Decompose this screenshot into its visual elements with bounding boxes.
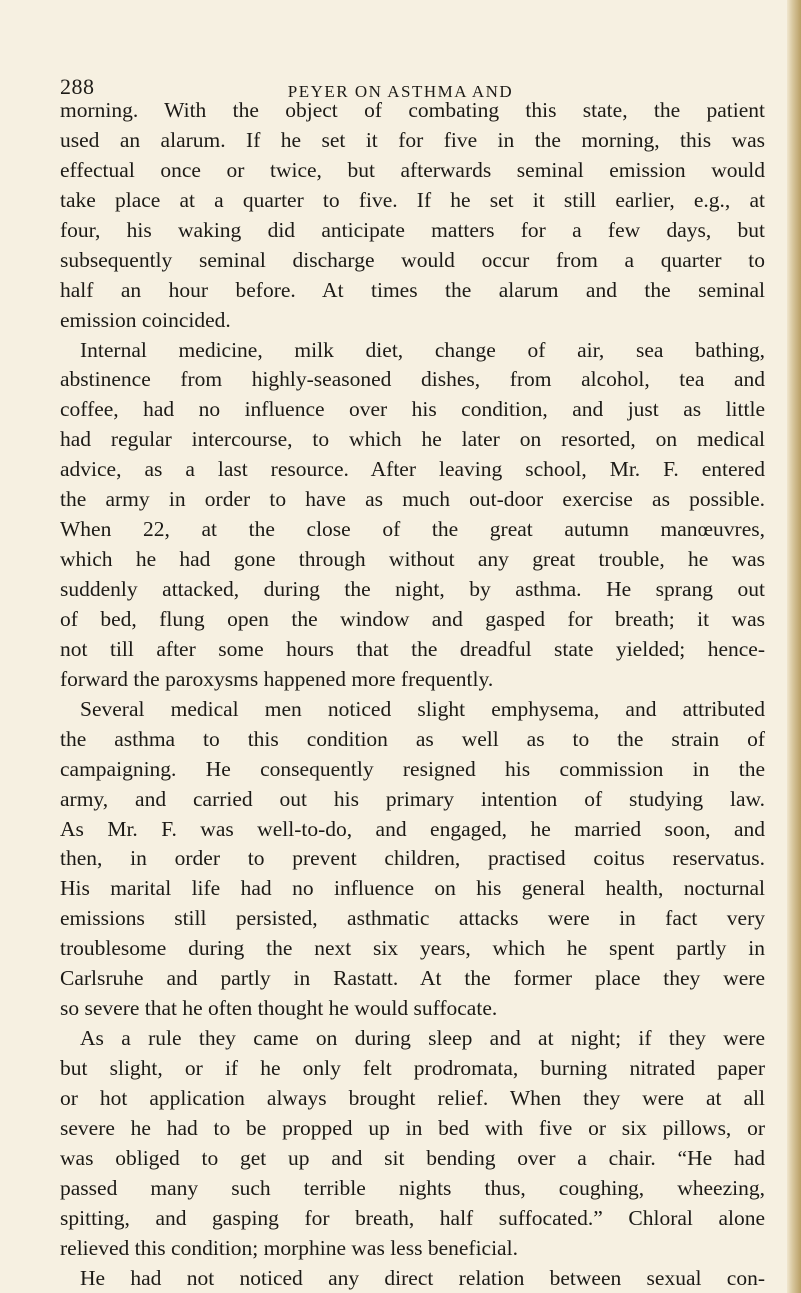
text-line: of bed, flung open the window and gasped for breath; it was: [60, 606, 765, 631]
text-line: forward the paroxysms happened more frequently.: [60, 666, 494, 691]
text-line: As Mr. F. was well-to-do, and engaged, he married soon, and: [60, 816, 765, 841]
running-head: PEYER ON ASTHMA AND: [287, 82, 514, 101]
text-line: severe he had to be propped up in bed with five or six pillows, or: [60, 1115, 765, 1140]
text-line: He had not noticed any direct relation between sexual con-: [80, 1265, 765, 1290]
text-line: His marital life had no influence on his general health, nocturnal: [60, 876, 765, 901]
text-line: abstinence from highly-seasoned dishes, from alcohol, tea and: [60, 367, 765, 392]
text-line: half an hour before. At times the alarum and the seminal: [60, 277, 765, 302]
text-line: or hot application always brought relief. When they were at all: [60, 1085, 765, 1110]
text-line: effectual once or twice, but afterwards seminal emission would: [60, 157, 765, 182]
text-line: When 22, at the close of the great autumn manœuvres,: [60, 517, 765, 542]
text-line: subsequently seminal discharge would occur from a quarter to: [60, 247, 765, 272]
text-line: spitting, and gasping for breath, half suffocated.” Chloral alone: [60, 1205, 765, 1230]
text-line: which he had gone through without any great trouble, he was: [60, 547, 765, 572]
text-line: morning. With the object of combating this state, the patient: [60, 98, 765, 122]
page-number: 288: [60, 74, 95, 99]
text-line: the asthma to this condition as well as to the strain of: [60, 726, 765, 751]
text-line: coffee, had no influence over his condition, and just as little: [60, 397, 765, 422]
text-line: but slight, or if he only felt prodromata, burning nitrated paper: [60, 1056, 765, 1080]
text-line: used an alarum. If he set it for five in the morning, this was: [60, 127, 765, 152]
body-text: [60, 96, 765, 1293]
text-line: As a rule they came on during sleep and at night; if they were: [80, 1026, 765, 1051]
text-line: four, his waking did anticipate matters for a few days, but: [60, 217, 765, 242]
text-line: troublesome during the next six years, which he spent partly in: [60, 936, 765, 961]
text-line: Several medical men noticed slight emphysema, and attributed: [80, 696, 765, 721]
text-line: army, and carried out his primary intention of studying law.: [60, 786, 765, 811]
text-line: suddenly attacked, during the night, by asthma. He sprang out: [60, 577, 765, 601]
text-line: Internal medicine, milk diet, change of air, sea bathing,: [80, 337, 765, 362]
text-line: so severe that he often thought he would suffocate.: [60, 996, 498, 1021]
text-line: was obliged to get up and sit bending over a chair. “He had: [60, 1145, 765, 1170]
page-edge-shadow: [787, 0, 801, 1293]
text-line: not till after some hours that the dreadful state yielded; hence-: [60, 636, 765, 661]
text-line: take place at a quarter to five. If he set it still earlier, e.g., at: [60, 187, 765, 212]
text-line: relieved this condition; morphine was less beneficial.: [60, 1235, 518, 1260]
text-line: then, in order to prevent children, practised coitus reservatus.: [60, 846, 765, 871]
text-line: Carlsruhe and partly in Rastatt. At the former place they were: [60, 966, 765, 991]
text-line: the army in order to have as much out-door exercise as possible.: [60, 487, 765, 512]
text-line: advice, as a last resource. After leaving school, Mr. F. entered: [60, 457, 765, 482]
text-line: emission coincided.: [60, 307, 231, 332]
text-line: campaigning. He consequently resigned his commission in the: [60, 756, 765, 781]
text-line: passed many such terrible nights thus, coughing, wheezing,: [60, 1175, 765, 1200]
text-line: emissions still persisted, asthmatic attacks were in fact very: [60, 906, 765, 931]
text-line: had regular intercourse, to which he later on resorted, on medical: [60, 427, 765, 452]
